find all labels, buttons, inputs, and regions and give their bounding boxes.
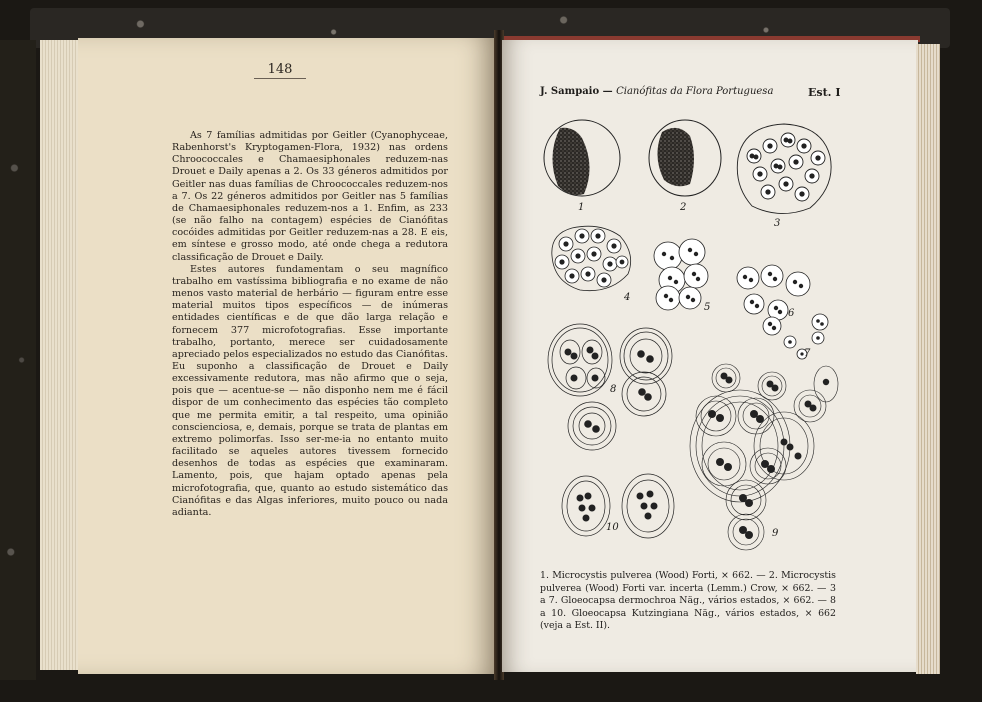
figure-label-5: 5: [704, 302, 711, 313]
paragraph-2: Estes autores fundamentam o seu magnífico trabalho em vastíssima bibliografia e no exame de não menos vasto material de herbário — figuram entre esse material muitos tipos específicos — de inúmeras entidades científicas e de que dão larga relação e fornecem 377 microfotografias. Esse importante trabalho, portanto, merece ser cuidadosamente apreciado pelos especializados no estudo das Cianófitas. Eu suponho a classificação de Drouet e Daily excessivamente redutora, mas não afirmo que o seja, pois que — acentue-se — não disponho nem me é fácil dispor de um conhecimento das espécies tão completo que me permita emitir, a tal respeito, uma opinião conscienciosa, e, demais, porque se trata de plantas em extremo polimorfas. Isso ser-me-ia no entanto muito facilitado se aqueles autores tivessem fornecido desenhos de todas as espécies que examinaram. Lamento, pois, que hajam optado apenas pela microfotografia, que, quanto ao estudo sistemático das Cianófitas e das Algas inferiores, muito pouco ou nada adianta.: [172, 263, 448, 518]
plate-illustrations: [540, 116, 840, 566]
figure-label-2: 2: [680, 202, 687, 213]
figure-1-cell: [544, 120, 620, 196]
figure-6-colony: [737, 265, 810, 335]
figure-label-3: 3: [774, 218, 781, 229]
figure-label-7: 7: [804, 348, 811, 359]
figure-4-colony: [552, 226, 631, 290]
figure-label-10: 10: [606, 522, 619, 533]
page-number-rule: [254, 78, 306, 79]
plate-label: Est. I: [808, 86, 841, 99]
page-edges-right: [916, 44, 940, 674]
left-page-body: [172, 130, 448, 519]
running-head-author: J. Sampaio —: [540, 86, 613, 97]
figure-label-4: 4: [624, 292, 631, 303]
page-edges-left: [40, 40, 80, 670]
paragraph-1: As 7 famílias admitidas por Geitler (Cyanophyceae, Rabenhorst's Kryptogamen-Flora, 1932) nas ordens Chroococcales e Chamaesiphonales reduzem-nas Drouet e Daily apenas a 2. Os 33 géneros admitidos por Geitler nas duas famílias de Chroococcales reduzem-nos a 7. Os 22 géneros admitidos por Geitler nas 5 famílias de Chamaesiphonales reduzem-nos a 1. Enfim, as 233 (se não falho na contagem) espécies de Cianófitas cocóides admitidas por Geitler reduzem-nas a 28. E eis, em síntese e grosso modo, até onde chega a redutora classificação de Drouet e Daily.: [172, 130, 448, 263]
figure-label-6: 6: [788, 308, 795, 319]
figure-label-1: 1: [578, 202, 585, 213]
figure-label-8: 8: [610, 384, 617, 395]
plate-caption: 1. Microcystis pulverea (Wood) Forti, × 662. — 2. Microcystis pulverea (Wood) Forti var. incerta (Lemm.) Crow, × 662. — 3 a 7. Gloeocapsa dermochroa Näg., vários estados, × 662. — 8 a 10. Gloeocapsa Kutzingiana Näg., vários estados, × 662 (veja a Est. II).: [540, 570, 836, 632]
figure-2-cell: [649, 120, 721, 196]
book-cover-left: [0, 40, 36, 680]
running-head: [540, 86, 840, 97]
figure-5-colony: [654, 239, 708, 310]
figure-3-colony: [737, 124, 831, 214]
running-head-title: Cianófitas da Flora Portuguesa: [616, 86, 774, 97]
figure-9-colony: [690, 364, 838, 550]
figure-label-9: 9: [772, 528, 779, 539]
page-number: 148: [267, 62, 293, 77]
